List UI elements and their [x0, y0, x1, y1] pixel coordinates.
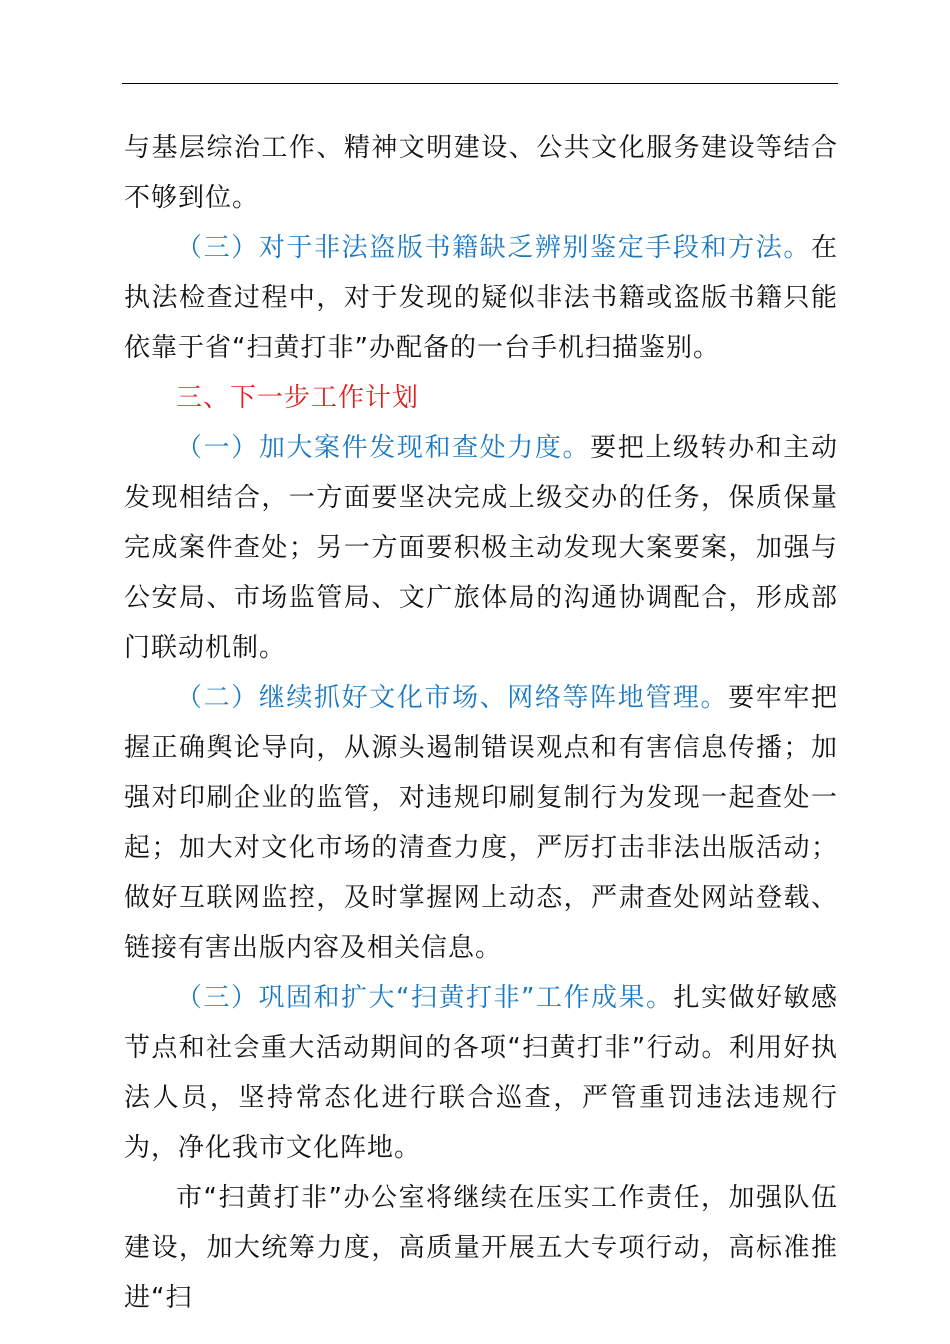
header-rule: [122, 83, 838, 84]
paragraph-plan-1: [124, 423, 838, 673]
paragraph-plan-3: [124, 973, 838, 1173]
paragraph-text: 要牢牢把握正确舆论导向，从源头遏制错误观点和有害信息传播；加强对印刷企业的监管，对违规印刷复制行为发现一起查处一起；加大对文化市场的清查力度，严厉打击非法出版活动；做好互联网监控，及时掌握网上动态，严肃查处网站登载、链接有害出版内容及相关信息。: [124, 683, 838, 963]
paragraph-issue-3: [124, 223, 838, 373]
paragraph-text: 与基层综治工作、精神文明建设、公共文化服务建设等结合不够到位。: [124, 133, 838, 213]
paragraph-continuation: [124, 123, 838, 223]
subheading: （二）继续抓好文化市场、网络等阵地管理。: [176, 683, 729, 713]
subheading: （三）巩固和扩大“扫黄打非”工作成果。: [176, 983, 674, 1013]
section-heading: [124, 373, 838, 423]
paragraph-text: 在执法检查过程中，对于发现的疑似非法书籍或盗版书籍只能依靠于省“扫黄打非”办配备的一台手机扫描鉴别。: [124, 233, 838, 363]
subheading: （一）加大案件发现和查处力度。: [176, 433, 591, 463]
subheading: （三）对于非法盗版书籍缺乏辨别鉴定手段和方法。: [176, 233, 811, 263]
paragraph-plan-2: [124, 673, 838, 973]
paragraph-text: 要把上级转办和主动发现相结合，一方面要坚决完成上级交办的任务，保质保量完成案件查处；另一方面要积极主动发现大案要案，加强与公安局、市场监管局、文广旅体局的沟通协调配合，形成部门联动机制。: [124, 433, 838, 663]
paragraph-text: 市“扫黄打非”办公室将继续在压实工作责任，加强队伍建设，加大统筹力度，高质量开展五大专项行动，高标准推进“扫: [124, 1183, 838, 1313]
document-body: [124, 123, 838, 1323]
paragraph-text: 扎实做好敏感节点和社会重大活动期间的各项“扫黄打非”行动。利用好执法人员，坚持常态化进行联合巡查，严管重罚违法违规行为，净化我市文化阵地。: [124, 983, 838, 1163]
paragraph-closing: [124, 1173, 838, 1323]
section-title: 三、下一步工作计划: [176, 383, 420, 413]
